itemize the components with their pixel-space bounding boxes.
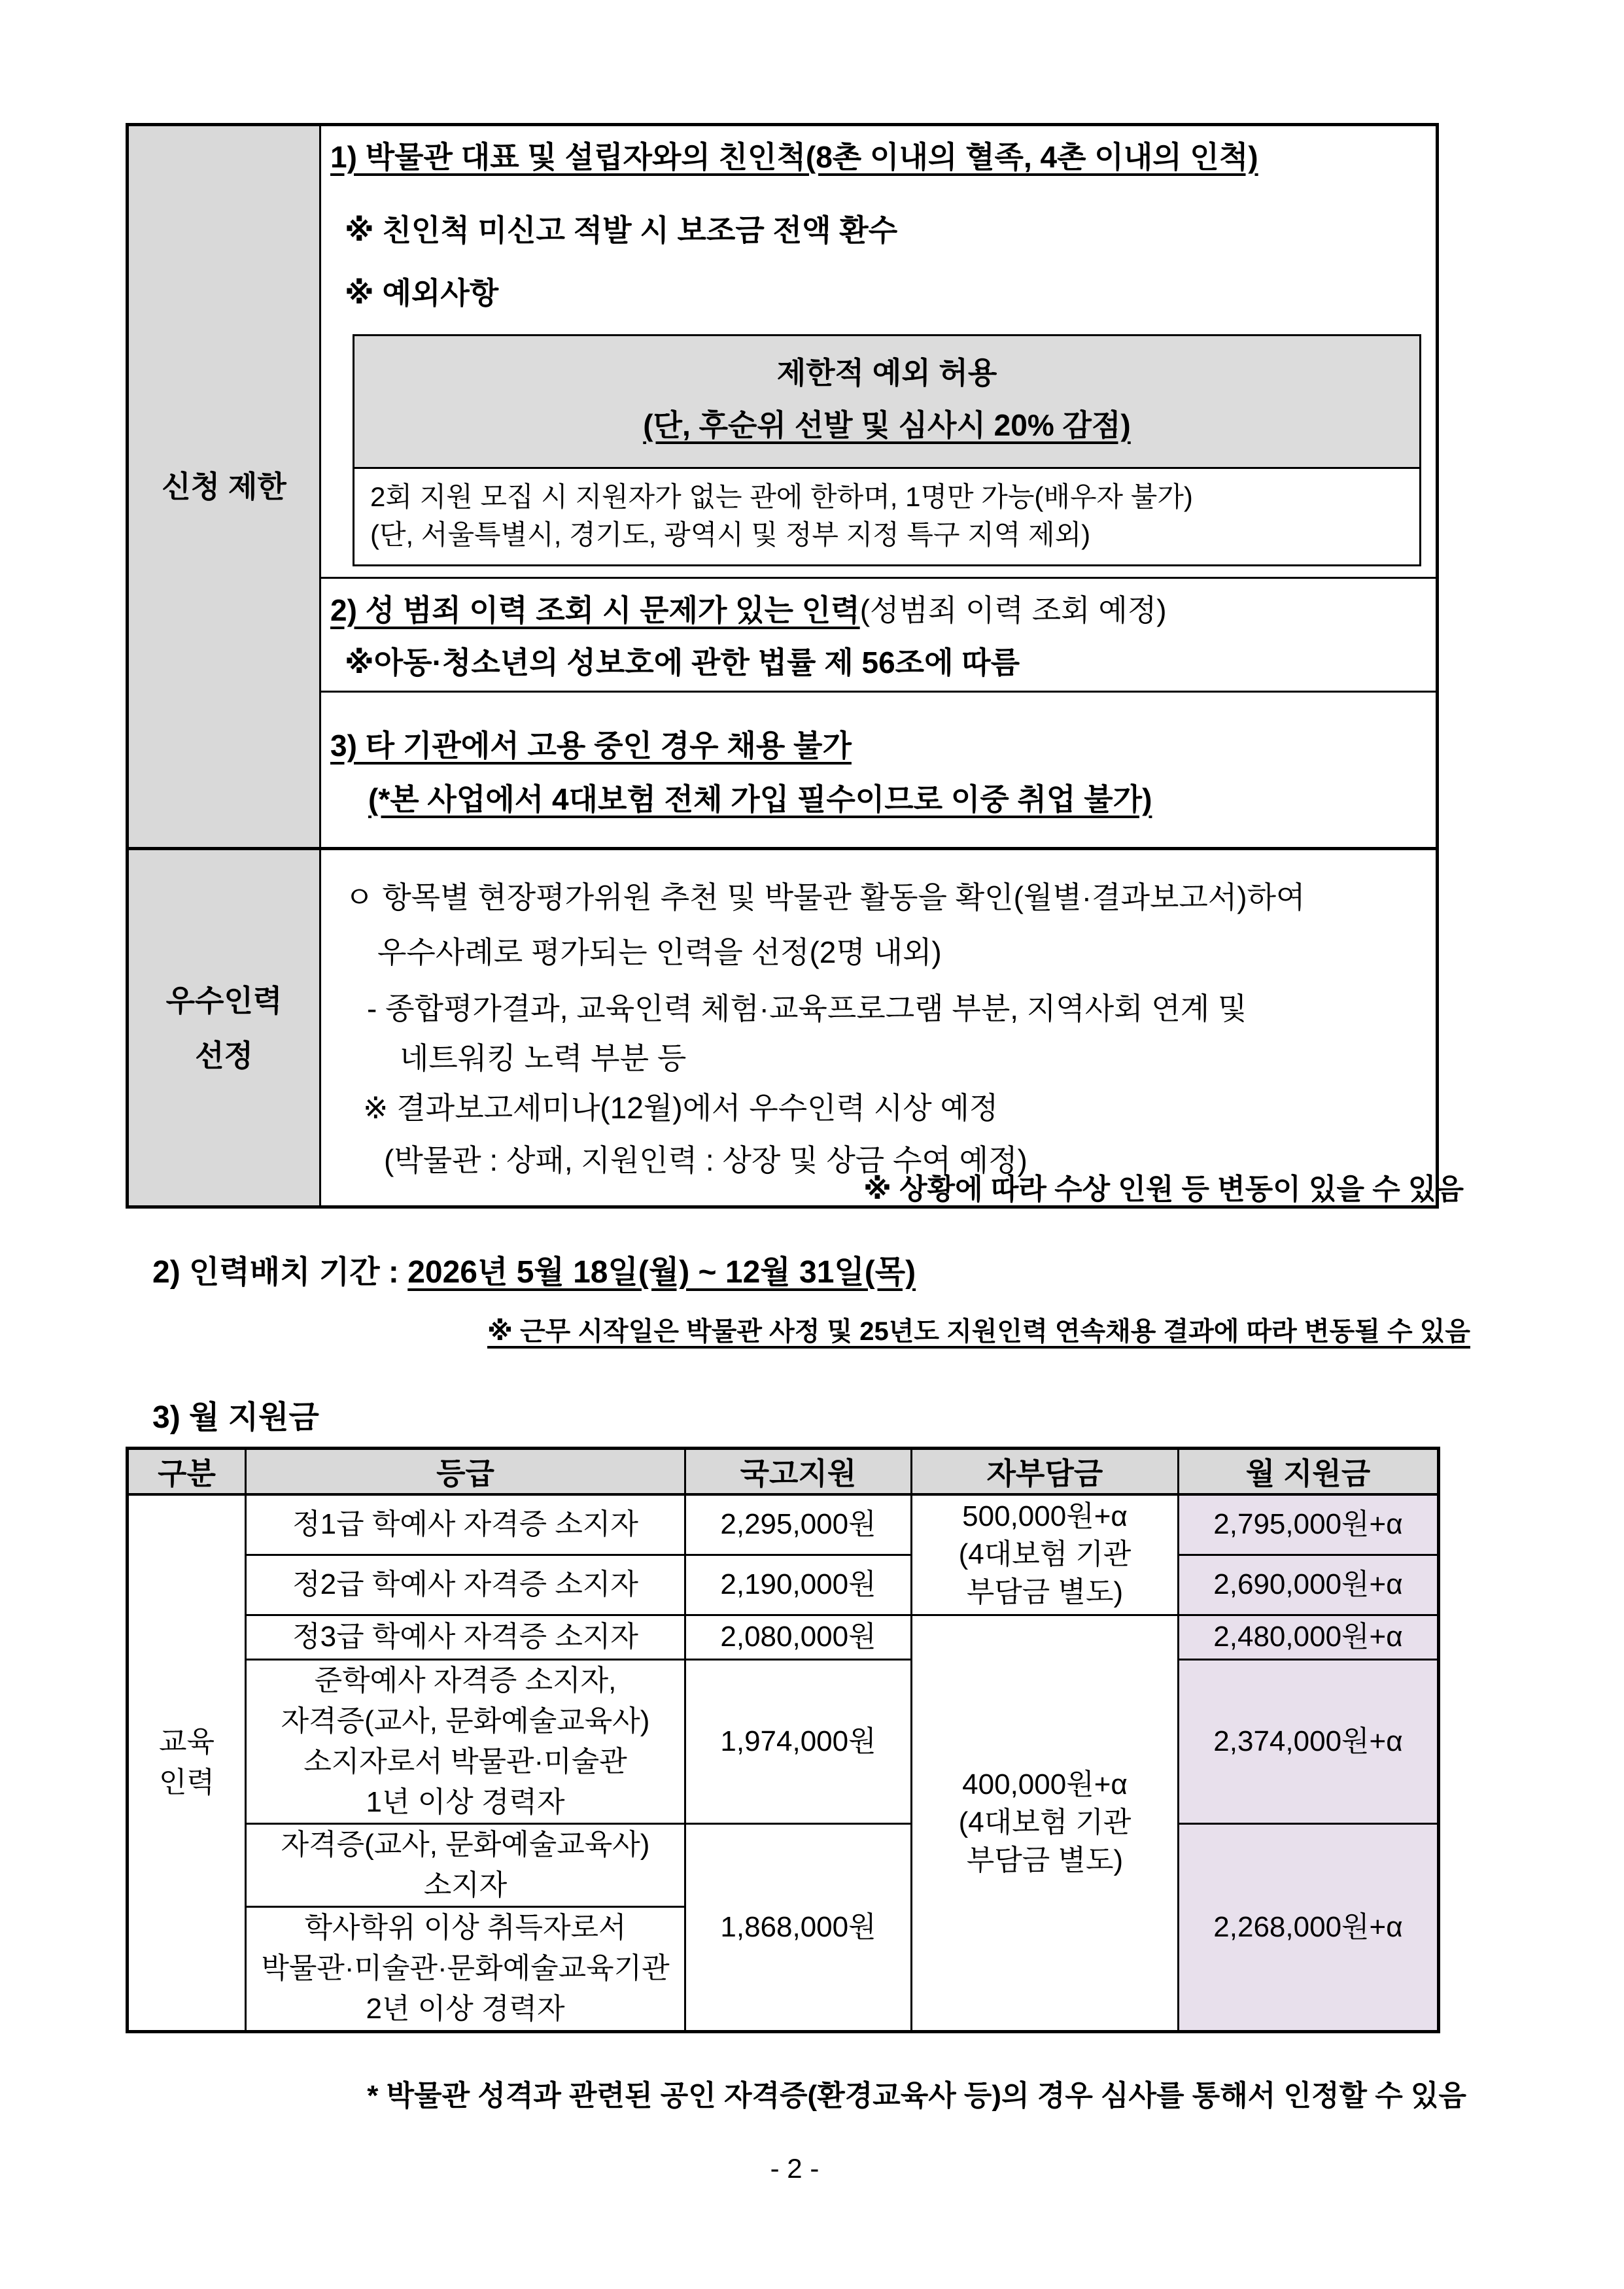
self1-line3: 부담금 별도)	[966, 1576, 1124, 1609]
exception-box-body	[354, 469, 1419, 564]
grade-4-line1: 준학예사 자격증 소지자,	[314, 1664, 617, 1696]
grade-cell-4	[246, 1659, 685, 1823]
self-payment-cell-1	[912, 1494, 1179, 1615]
gov-3-text: 2,080,000원	[720, 1621, 876, 1653]
monthly-3-text: 2,480,000원+α	[1213, 1621, 1403, 1653]
grade-6-line2: 박물관·미술관·문화예술교육기관	[261, 1952, 670, 1984]
monthly-subsidy-heading: 3) 월 지원금	[152, 1400, 319, 1435]
row-label-excellent-line1: 우수인력	[165, 983, 283, 1018]
restriction-heading-3: 3) 타 기관에서 고용 중인 경우 채용 불가	[330, 729, 852, 763]
row-label-excellent-line2: 선정	[195, 1038, 253, 1073]
self2-line2: (4대보험 기관	[958, 1806, 1132, 1838]
page-number: - 2 -	[770, 2153, 820, 2184]
gov-2-text: 2,190,000원	[720, 1568, 876, 1600]
self2-line1: 400,000원+α	[962, 1768, 1128, 1800]
grade-5-line2: 소지자	[423, 1868, 508, 1901]
work-start-note: ※ 근무 시작일은 박물관 사정 및 25년도 지원인력 연속채용 결과에 따라 변동될 수 있음	[487, 1317, 1470, 1346]
grade-4-line2: 자격증(교사, 문화예술교육사)	[281, 1704, 650, 1737]
header-grade: 등급	[246, 1449, 685, 1495]
self-payment-cell-2	[912, 1615, 1179, 2031]
grade-cell-3	[246, 1615, 685, 1659]
grade-cell-2	[246, 1555, 685, 1615]
group-education-personnel	[128, 1494, 246, 2031]
monthly-cell-4	[1179, 1659, 1439, 1823]
placement-period-dates: 2026년 5월 18일(월) ~ 12월 31일(목)	[407, 1255, 916, 1290]
grade-cell-1	[246, 1494, 685, 1555]
excellence-line4: 네트워킹 노력 부분 등	[400, 1041, 687, 1075]
grade-5-line1: 자격증(교사, 문화예술교육사)	[281, 1828, 650, 1861]
gov-cell-2	[685, 1555, 912, 1615]
gov-1-text: 2,295,000원	[720, 1508, 876, 1541]
restriction-note-insurance: (*본 사업에서 4대보험 전체 가입 필수이므로 이중 취업 불가)	[368, 782, 1152, 816]
restriction-note-unreported: ※ 친인척 미신고 적발 시 보조금 전액 환수	[345, 213, 898, 247]
section-other-employment	[320, 692, 1438, 849]
restriction-heading-2-suffix: (성범죄 이력 조회 예정)	[859, 593, 1167, 627]
grade-1-text: 정1급 학예사 자격증 소지자	[292, 1508, 638, 1541]
exception-box-header	[354, 336, 1419, 469]
monthly-5-text: 2,268,000원+α	[1213, 1910, 1403, 1943]
excellence-line2: 우수사례로 평가되는 인력을 선정(2명 내외)	[377, 935, 942, 969]
grade-2-text: 정2급 학예사 자격증 소지자	[292, 1568, 638, 1600]
gov-cell-5	[685, 1823, 912, 2031]
section-sex-offense	[320, 578, 1438, 692]
exception-box-subtitle: (단, 후순위 선발 및 심사시 20% 감점)	[643, 408, 1131, 442]
subsidy-table	[126, 1447, 1440, 2033]
grade-3-text: 정3급 학예사 자격증 소지자	[292, 1621, 638, 1653]
self1-line2: (4대보험 기관	[958, 1538, 1132, 1571]
table-row	[128, 1659, 1439, 1823]
grade-4-line4: 1년 이상 경력자	[366, 1785, 565, 1818]
gov-cell-4	[685, 1659, 912, 1823]
restriction-table	[126, 123, 1439, 1209]
header-self-payment: 자부담금	[912, 1449, 1179, 1495]
header-monthly-subsidy: 월 지원금	[1179, 1449, 1439, 1495]
header-gov-support: 국고지원	[685, 1449, 912, 1495]
restriction-table-grid	[126, 123, 1439, 1209]
table-row	[128, 1494, 1439, 1555]
award-change-note: ※ 상황에 따라 수상 인원 등 변동이 있을 수 있음	[863, 1173, 1464, 1205]
excellence-line6: (박물관 : 상패, 지원인력 : 상장 및 상금 수여 예정)	[384, 1143, 1028, 1177]
exception-body-line1: 2회 지원 모집 시 지원자가 없는 관에 한하며, 1명만 가능(배우자 불가)	[370, 481, 1193, 512]
gov-cell-1	[685, 1494, 912, 1555]
table-row	[128, 1615, 1439, 1659]
grade-6-line1: 학사학위 이상 취득자로서	[304, 1912, 627, 1944]
grade-6-line3: 2년 이상 경력자	[366, 1993, 565, 2025]
self2-line3: 부담금 별도)	[966, 1844, 1124, 1876]
excellence-line3: - 종합평가결과, 교육인력 체험·교육프로그램 부분, 지역사회 연계 및	[367, 991, 1247, 1025]
grade-cell-5	[246, 1823, 685, 1906]
exception-box	[353, 334, 1421, 566]
restriction-note-exceptions: ※ 예외사항	[345, 276, 499, 310]
group-line1: 교육	[158, 1726, 215, 1759]
excellence-line1: ㅇ 항목별 현장평가위원 추천 및 박물관 활동을 확인(월별·결과보고서)하여	[345, 880, 1305, 914]
subsidy-table-grid	[126, 1447, 1440, 2033]
exception-box-title: 제한적 예외 허용	[776, 356, 997, 390]
header-category: 구분	[128, 1449, 246, 1495]
restriction-heading-1: 1) 박물관 대표 및 설립자와의 친인척(8촌 이내의 혈족, 4촌 이내의 인척)	[330, 140, 1258, 174]
grade-4-line3: 소지자로서 박물관·미술관	[303, 1745, 627, 1778]
row-label-application-restriction: 신청 제한	[128, 125, 320, 849]
monthly-cell-1	[1179, 1494, 1439, 1555]
section-relatives	[320, 125, 1438, 578]
restriction-heading-2-main: 2) 성 범죄 이력 조회 시 문제가 있는 인력	[330, 593, 860, 627]
monthly-cell-2	[1179, 1555, 1439, 1615]
placement-period-heading	[152, 1247, 916, 1292]
placement-period-prefix: 2) 인력배치 기간 :	[152, 1255, 408, 1290]
table-row	[128, 1823, 1439, 1906]
table-row	[128, 1555, 1439, 1615]
restriction-heading-2	[330, 591, 1430, 629]
gov-4-text: 1,974,000원	[720, 1725, 876, 1757]
monthly-2-text: 2,690,000원+α	[1213, 1568, 1403, 1600]
self1-line1: 500,000원+α	[962, 1500, 1128, 1533]
exception-body-line2: (단, 서울특별시, 경기도, 광역시 및 정부 지정 특구 지역 제외)	[370, 519, 1091, 550]
monthly-4-text: 2,374,000원+α	[1213, 1725, 1403, 1757]
subsidy-header-row	[128, 1449, 1439, 1495]
row-label-excellent-personnel	[128, 849, 320, 1207]
grade-cell-6	[246, 1906, 685, 2031]
restriction-note-youth-law: ※아동·청소년의 성보호에 관한 법률 제 56조에 따름	[345, 645, 1020, 680]
excellence-line5: ※ 결과보고세미나(12월)에서 우수인력 시상 예정	[363, 1090, 999, 1125]
gov-cell-3	[685, 1615, 912, 1659]
section-excellence	[320, 849, 1438, 1207]
monthly-cell-3	[1179, 1615, 1439, 1659]
monthly-1-text: 2,795,000원+α	[1213, 1508, 1403, 1541]
gov-5-text: 1,868,000원	[720, 1910, 876, 1943]
certificate-recognition-footnote: * 박물관 성격과 관련된 공인 자격증(환경교육사 등)의 경우 심사를 통해서 인정할 수 있음	[367, 2080, 1466, 2112]
monthly-cell-5	[1179, 1823, 1439, 2031]
group-line2: 인력	[158, 1766, 215, 1799]
